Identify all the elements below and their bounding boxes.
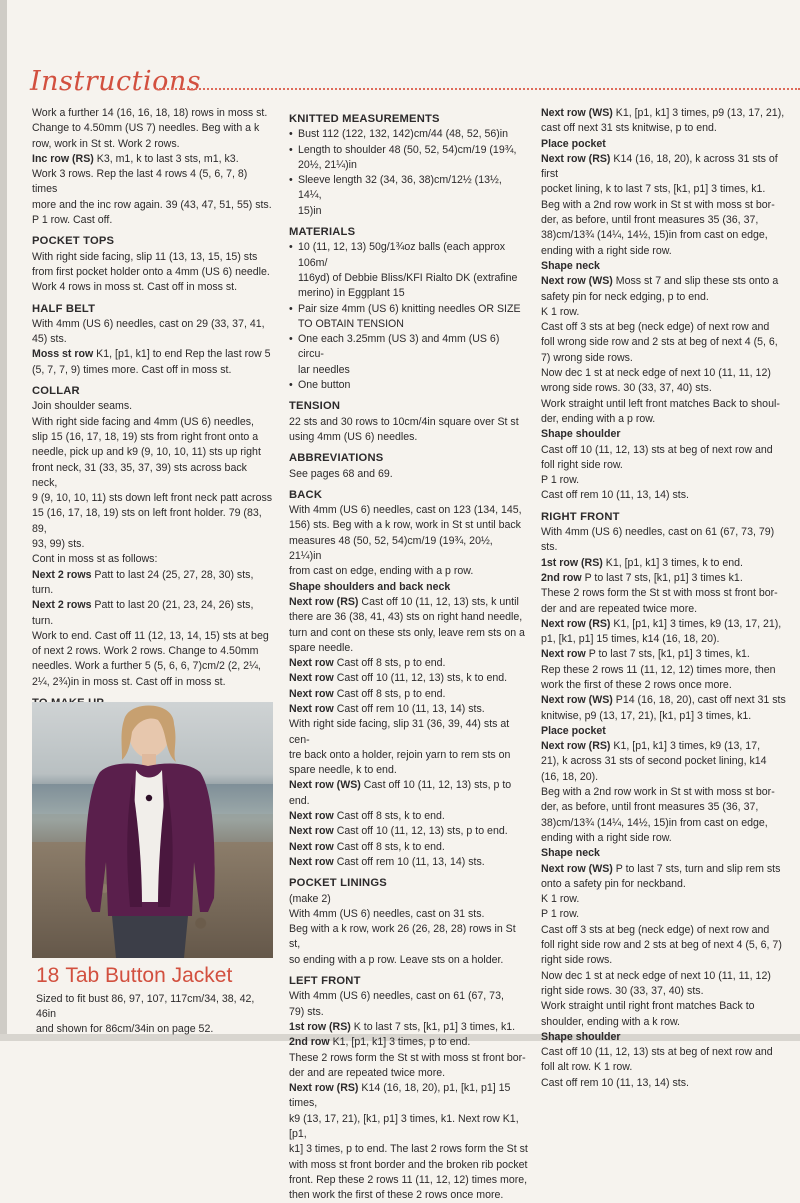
measurement-item: • Bust 112 (122, 132, 142)cm/44 (48, 52, 56)in	[289, 127, 528, 142]
measurement-item: 20½, 21¼)in	[298, 158, 357, 171]
row-label: Next row	[289, 657, 334, 670]
row-label: Next 2 rows	[32, 568, 92, 581]
row-text: pocket lining, k to last 7 sts, [k1, p1] 3 times, k1.	[541, 183, 766, 196]
pattern-row	[289, 1035, 528, 1050]
pattern-row	[541, 739, 786, 754]
materials-item: • Pair size 4mm (US 6) knitting needles OR SIZE	[289, 302, 528, 317]
pattern-row	[541, 754, 786, 769]
row-text: Work straight until right front matches Back to	[541, 1000, 755, 1013]
pattern-row	[541, 121, 786, 136]
instruction-line: Cast off rem 10 (11, 13, 14) sts.	[541, 1076, 689, 1089]
materials-item: • One button	[289, 378, 528, 393]
column-1	[32, 106, 273, 788]
row-text: Cast off 10 (11, 12, 13) sts, p to end.	[333, 825, 508, 838]
instruction-line: Work 3 rows. Rep the last 4 rows 4 (5, 6, 7, 8) times	[32, 168, 248, 196]
row-text: K1, [p1, k1] 3 times, k9 (13, 17, 21),	[610, 617, 782, 630]
row-text: Work straight until left front matches Back to shoul-	[541, 397, 780, 410]
subsection-heading: Shape neck	[541, 847, 600, 860]
row-text: K14 (16, 18, 20), k across 31 sts of first	[541, 152, 778, 181]
row-text: Cast off 10 (11, 12, 13) sts, p to end.	[289, 779, 512, 807]
instruction-line: Join shoulder seams.	[32, 400, 133, 413]
row-label: Next row (WS)	[289, 779, 361, 792]
row-text: Cast off 8 sts, k to end.	[333, 840, 445, 853]
instruction-line: foll alt row. K 1 row.	[541, 1061, 633, 1074]
instruction-line: from cast on edge, ending with a p row.	[289, 565, 474, 578]
row-text: k9 (13, 17, 21), [k1, p1] 3 times, k1. Next row K1, [p1,	[289, 1112, 519, 1140]
row-label: Inc row (RS)	[32, 152, 94, 165]
inc-row	[32, 152, 273, 167]
row-text: cast off next 31 sts knitwise, p to end.	[541, 122, 717, 135]
instruction-line: (5, 7, 7, 9) times more. Cast off in moss st.	[32, 363, 232, 376]
pattern-name: Tab Button Jacket	[65, 964, 233, 987]
row-text: der and are repeated twice more.	[289, 1066, 446, 1079]
section-heading: KNITTED MEASUREMENTS	[289, 113, 440, 125]
row-text: P to last 7 sts, [k1, p1] 3 times, k1.	[585, 648, 750, 661]
subsection-heading: Shape shoulders and back neck	[289, 580, 451, 593]
measurement-item: • Sleeve length 32 (34, 36, 38)cm/12½ (13½, 14¼,	[289, 173, 528, 204]
instruction-line: more and the inc row again. 39 (43, 47, 51, 55) sts.	[32, 198, 272, 211]
pattern-row	[541, 969, 786, 984]
instruction-line: With 4mm (US 6) needles, cast on 123 (134, 145,	[289, 504, 522, 517]
row-text: tre back onto a holder, rejoin yarn to rem sts on	[289, 748, 511, 761]
section-heading: BACK	[289, 488, 323, 501]
row-text: Cast off 10 (11, 12, 13) sts, k to end.	[333, 672, 508, 685]
instruction-line: Cont in moss st as follows:	[32, 553, 158, 566]
row-text: front. Rep these 2 rows 11 (11, 12, 12) times more,	[289, 1173, 528, 1186]
row-label: Next row (WS)	[541, 107, 613, 119]
pattern-row	[541, 785, 786, 800]
instruction-line: slip 15 (16, 17, 18, 19) sts from right front onto a	[32, 430, 259, 443]
row-text: work the first of these 2 rows once more.	[541, 678, 732, 691]
pattern-row	[289, 824, 528, 839]
pattern-row	[541, 525, 786, 556]
pattern-row	[541, 693, 786, 708]
materials-item: • 10 (11, 12, 13) 50g/1¾oz balls (each approx 106m/	[289, 240, 528, 271]
pattern-row	[541, 877, 786, 892]
subsection-heading: Place pocket	[541, 724, 606, 737]
moss-row	[32, 347, 273, 362]
row-text: Patt to last 20 (21, 23, 24, 26) sts, turn.	[32, 599, 254, 627]
row-text: der, as before, until front measures 35 (36, 37,	[541, 214, 759, 227]
pattern-row	[541, 632, 786, 647]
column-2	[289, 106, 528, 1203]
row-text: der and are repeated twice more.	[541, 602, 698, 615]
section-heading: LEFT FRONT	[289, 975, 361, 988]
instruction-line: With right side facing and 4mm (US 6) needles,	[32, 415, 254, 428]
pattern-row	[541, 862, 786, 877]
subsection-heading: Shape shoulder	[541, 428, 621, 441]
section-heading: POCKET TOPS	[32, 235, 115, 248]
collar-row	[32, 568, 273, 599]
row-text: spare needle.	[289, 641, 354, 654]
pattern-row	[289, 840, 528, 855]
row-text: safety pin for neck edging, p to end.	[541, 290, 709, 303]
pattern-row	[541, 647, 786, 662]
row-text: Now dec 1 st at neck edge of next 10 (11, 11, 12)	[541, 367, 771, 380]
row-text: ending with a right side row.	[541, 831, 672, 844]
pattern-row	[289, 763, 528, 778]
materials-item: lar needles	[298, 363, 350, 376]
row-label: Next row	[289, 672, 334, 685]
pattern-row	[541, 617, 786, 632]
instructions-heading: Instructions	[30, 66, 202, 97]
measurement-item: • Length to shoulder 48 (50, 52, 54)cm/19 (19¾,	[289, 143, 528, 158]
instruction-line: P 1 row. Cast off.	[32, 214, 113, 227]
pattern-row	[289, 1188, 528, 1203]
pattern-row	[541, 678, 786, 693]
row-text: der, ending with a p row.	[541, 412, 656, 425]
materials-item: merino) in Eggplant 15	[298, 287, 405, 300]
pattern-row	[541, 335, 786, 350]
instruction-line: With 4mm (US 6) needles, cast on 29 (33, 37, 41,	[32, 317, 265, 330]
pattern-title	[36, 964, 232, 988]
row-label: Next row	[289, 840, 334, 853]
row-text: turn and cont on these sts only, leave rem sts on a	[289, 626, 525, 639]
row-text: spare needle, k to end.	[289, 764, 397, 777]
row-text: right side rows. 30 (33, 37, 40) sts.	[541, 984, 704, 997]
pattern-row	[289, 610, 528, 625]
row-text: 116yd) of Debbie Bliss/KFI Rialto DK (extrafine	[298, 271, 518, 284]
pattern-row	[541, 800, 786, 815]
instruction-line: Cast off 10 (11, 12, 13) sts at beg of next row and	[541, 1046, 773, 1059]
heading-dotted-rule	[156, 88, 800, 90]
section-heading: MATERIALS	[289, 226, 356, 239]
pattern-row	[541, 907, 786, 922]
instruction-line: 22 sts and 30 rows to 10cm/4in square over St st	[289, 415, 519, 428]
pattern-row	[541, 397, 786, 412]
measurement-item: 15)in	[298, 204, 322, 217]
pattern-row	[541, 831, 786, 846]
pattern-row	[541, 381, 786, 396]
pattern-row	[289, 1066, 528, 1081]
pattern-row	[289, 1081, 528, 1112]
row-text: P to last 7 sts, [k1, p1] 3 times k1.	[581, 571, 743, 584]
pattern-row	[289, 641, 528, 656]
row-text: onto a safety pin for neckband.	[541, 877, 686, 890]
row-text: P14 (16, 18, 20), cast off next 31 sts	[612, 694, 786, 707]
instruction-line: row, work in St st. Work 2 rows.	[32, 137, 180, 150]
instruction-line: With right side facing, slip 11 (13, 13, 15, 15) sts	[32, 250, 258, 263]
row-text: K 1 row.	[541, 305, 580, 318]
row-text: Moss st 7 and slip these sts onto a	[612, 275, 779, 288]
row-text: (16, 18, 20).	[541, 770, 599, 783]
pattern-row	[541, 274, 786, 289]
instruction-line: 9 (9, 10, 10, 11) sts down left front neck patt across	[32, 492, 273, 505]
row-text: ending with a right side row.	[541, 244, 672, 257]
pattern-row	[541, 770, 786, 785]
collar-row	[32, 598, 273, 629]
instruction-line: using 4mm (US 6) needles.	[289, 430, 418, 443]
pattern-row	[289, 595, 528, 610]
pattern-row	[289, 1173, 528, 1188]
row-text: With 4mm (US 6) needles, cast on 61 (67, 73, 79) sts.	[541, 526, 775, 554]
row-text: Cast off 3 sts at beg (neck edge) of next row and	[541, 923, 770, 936]
row-label: Next row (RS)	[541, 740, 611, 753]
row-text: These 2 rows form the St st with moss st front bor-	[289, 1051, 526, 1064]
pattern-row	[541, 938, 786, 953]
pattern-row	[289, 748, 528, 763]
row-text: k1] 3 times, p to end. The last 2 rows form the St st	[289, 1143, 528, 1156]
pattern-row	[541, 556, 786, 571]
page-edge-left	[0, 0, 7, 1041]
pattern-row	[289, 656, 528, 671]
row-label: Next row (WS)	[541, 862, 613, 875]
row-text: shoulder, ending with a k row.	[541, 1015, 680, 1028]
row-label: Next row (WS)	[541, 694, 613, 707]
row-text: These 2 rows form the St st with moss st front bor-	[541, 587, 778, 600]
row-text: then work the first of these 2 rows once more.	[289, 1189, 504, 1202]
row-text: p1, [k1, p1] 15 times, k14 (16, 18, 20).	[541, 633, 720, 646]
row-text: Cast off 3 sts at beg (neck edge) of next row and	[541, 321, 770, 334]
instruction-line: so ending with a p row. Leave sts on a holder.	[289, 953, 504, 966]
section-heading: RIGHT FRONT	[541, 510, 620, 523]
pattern-row	[541, 198, 786, 213]
section-heading: ABBREVIATIONS	[289, 452, 384, 465]
instruction-line: 79) sts.	[289, 1005, 324, 1018]
row-label: Next row	[541, 648, 586, 661]
pattern-row	[541, 663, 786, 678]
pattern-row	[289, 1051, 528, 1066]
instruction-line: 93, 99) sts.	[32, 538, 85, 551]
row-text: P 1 row.	[541, 908, 580, 921]
row-text: 38)cm/13¾ (14¼, 14½, 15)in from cast on edge,	[541, 229, 768, 242]
row-label: Next row	[289, 810, 334, 823]
section-heading: TENSION	[289, 400, 341, 413]
subsection-heading: Shape neck	[541, 259, 600, 272]
pattern-row	[541, 709, 786, 724]
instruction-line: foll right side row.	[541, 458, 623, 471]
row-text: K1, [p1, k1] to end Rep the last row 5	[93, 348, 271, 361]
row-label: 2nd row	[541, 571, 582, 584]
row-text: foll right side row and 2 sts at beg of next 4 (5, 6, 7)	[541, 939, 782, 952]
page-header	[30, 66, 800, 106]
row-text: knitwise, p9 (13, 17, 21), [k1, p1] 3 times, k1.	[541, 709, 752, 722]
instruction-line: front neck, 31 (33, 35, 37, 39) sts across back neck,	[32, 461, 247, 489]
pattern-row	[541, 602, 786, 617]
pattern-row	[541, 106, 786, 121]
instruction-line: 156) sts. Beg with a k row, work in St st until back	[289, 519, 521, 532]
instruction-line: (make 2)	[289, 892, 331, 905]
pattern-number: 18	[36, 964, 60, 987]
instruction-line: With 4mm (US 6) needles, cast on 31 sts.	[289, 907, 485, 920]
instruction-line: Cast off rem 10 (11, 13, 14) sts.	[541, 489, 689, 502]
pattern-row	[289, 855, 528, 870]
pattern-row	[541, 320, 786, 335]
pattern-row	[541, 892, 786, 907]
pattern-row	[289, 671, 528, 686]
row-text: there are 36 (38, 41, 43) sts on right hand needle,	[289, 611, 523, 624]
row-text: Patt to last 24 (25, 27, 28, 30) sts, turn.	[32, 568, 254, 596]
subsection-heading: Place pocket	[541, 137, 606, 150]
row-text: K3, m1, k to last 3 sts, m1, k3.	[93, 152, 239, 165]
instruction-line: 45) sts.	[32, 333, 67, 346]
row-label: 1st row (RS)	[541, 556, 603, 569]
row-text: with moss st front border and the broken rib pocket	[289, 1158, 528, 1171]
instruction-line: of next 2 rows. Work 2 rows. Change to 4.50mm	[32, 645, 259, 658]
row-text: K1, [p1, k1] 3 times, k to end.	[602, 556, 743, 569]
row-text: Cast off 8 sts, k to end.	[333, 810, 445, 823]
row-text: Now dec 1 st at neck edge of next 10 (11, 11, 12)	[541, 969, 771, 982]
pattern-row	[541, 305, 786, 320]
pattern-row	[289, 702, 528, 717]
section-heading: COLLAR	[32, 385, 80, 398]
row-label: 2nd row	[289, 1036, 330, 1049]
row-label: 1st row (RS)	[289, 1020, 351, 1033]
instruction-line: needles. Work a further 5 (5, 6, 6, 7)cm/2 (2, 2¼,	[32, 660, 261, 673]
pattern-row	[541, 244, 786, 259]
model-figure	[32, 702, 273, 958]
pattern-row	[541, 213, 786, 228]
pattern-row	[289, 717, 528, 748]
row-label: Next row	[289, 687, 334, 700]
row-label: Next row	[289, 825, 334, 838]
section-heading: HALF BELT	[32, 302, 96, 315]
row-text: Cast off rem 10 (11, 13, 14) sts.	[333, 702, 485, 715]
row-text: Cast off 10 (11, 12, 13) sts, k until	[358, 595, 519, 608]
pattern-row	[289, 687, 528, 702]
row-text: K 1 row.	[541, 893, 580, 906]
instruction-line: With 4mm (US 6) needles, cast on 61 (67, 73,	[289, 990, 504, 1003]
pattern-row	[541, 816, 786, 831]
pattern-row	[541, 290, 786, 305]
row-text: K1, [p1, k1] 3 times, k9 (13, 17,	[610, 740, 761, 753]
row-text: Cast off rem 10 (11, 13, 14) sts.	[333, 855, 485, 868]
model-photo	[32, 702, 273, 958]
row-text: Cast off 8 sts, p to end.	[333, 657, 446, 670]
row-text: wrong side rows. 30 (33, 37, 40) sts.	[541, 382, 712, 395]
pattern-row	[541, 999, 786, 1014]
instruction-line: needle, pick up and k9 (9, 10, 10, 11) sts up right	[32, 446, 261, 459]
pattern-row	[541, 984, 786, 999]
row-label: Next 2 rows	[32, 599, 92, 612]
row-text: K1, [p1, k1] 3 times, p to end.	[329, 1036, 471, 1049]
pattern-row	[289, 809, 528, 824]
instruction-line: Beg with a k row, work 26 (26, 28, 28) rows in St st,	[289, 923, 516, 951]
pattern-row	[289, 1020, 528, 1035]
row-text: foll wrong side row and 2 sts at beg of next 4 (5, 6,	[541, 336, 778, 349]
row-text: K14 (16, 18, 20), p1, [k1, p1] 15 times,	[289, 1082, 511, 1110]
instruction-line: 2¼, 2¾)in in moss st. Cast off in moss st.	[32, 675, 226, 688]
row-label: Next row (RS)	[541, 152, 611, 165]
row-label: Next row (RS)	[289, 1082, 359, 1095]
materials-item: • One each 3.25mm (US 3) and 4mm (US 6) circu-	[289, 332, 528, 363]
pattern-row	[541, 228, 786, 243]
row-label: Next row (RS)	[541, 617, 611, 630]
row-text: 38)cm/13¾ (14¼, 14½, 15)in from cast on edge,	[541, 816, 768, 829]
pattern-row	[289, 626, 528, 641]
instruction-line: Work a further 14 (16, 16, 18, 18) rows in moss st.	[32, 107, 268, 119]
row-text: Cast off 8 sts, p to end.	[333, 687, 446, 700]
instruction-line: Cast off 10 (11, 12, 13) sts at beg of next row and	[541, 443, 773, 456]
section-heading: POCKET LININGS	[289, 877, 387, 890]
instruction-line: Change to 4.50mm (US 7) needles. Beg with a k	[32, 122, 260, 135]
pattern-row	[541, 586, 786, 601]
pattern-row	[541, 1015, 786, 1030]
row-text: 7) wrong side rows.	[541, 351, 633, 364]
row-text: Rep these 2 rows 11 (11, 12, 12) times more, then	[541, 663, 776, 676]
pattern-row	[541, 152, 786, 183]
row-text: P to last 7 sts, turn and slip rem sts	[612, 862, 781, 875]
row-text: Beg with a 2nd row work in St st with moss st bor-	[541, 198, 775, 211]
pattern-row	[541, 412, 786, 427]
row-text: right side rows.	[541, 954, 613, 967]
materials-item: TO OBTAIN TENSION	[298, 317, 404, 330]
instruction-line: measures 48 (50, 52, 54)cm/19 (19¾, 20½, 21¼)in	[289, 534, 493, 563]
instruction-line: from first pocket holder onto a 4mm (US 6) needle.	[32, 265, 270, 278]
row-text: 21), k across 31 sts of second pocket lining, k14	[541, 755, 767, 768]
pattern-row	[541, 571, 786, 586]
row-text: With right side facing, slip 31 (36, 39, 44) sts at cen-	[289, 718, 510, 746]
pattern-row	[541, 923, 786, 938]
pattern-description	[36, 992, 276, 1037]
row-label: Next row (WS)	[541, 275, 613, 288]
instruction-line: Work to end. Cast off 11 (12, 13, 14, 15) sts at beg	[32, 629, 269, 642]
row-label: Next row	[289, 855, 334, 868]
pattern-row	[289, 778, 528, 809]
description-line: and shown for 86cm/34in on page 52.	[36, 1023, 214, 1035]
instruction-line: 15 (16, 17, 18, 19) sts on left front holder. 79 (83, 89,	[32, 507, 262, 535]
row-text: K to last 7 sts, [k1, p1] 3 times, k1.	[350, 1020, 516, 1033]
row-label: Next row (RS)	[289, 595, 359, 608]
description-line: Sized to fit bust 86, 97, 107, 117cm/34, 38, 42, 46in	[36, 993, 255, 1020]
pattern-row	[541, 351, 786, 366]
pattern-row	[289, 1142, 528, 1157]
row-label: Moss st row	[32, 348, 94, 361]
pattern-row	[541, 953, 786, 968]
row-text: der, as before, until front measures 35 (36, 37,	[541, 801, 759, 814]
materials-item	[289, 271, 528, 286]
pattern-row	[289, 1158, 528, 1173]
row-text: K1, [p1, k1] 3 times, p9 (13, 17, 21),	[612, 107, 785, 119]
row-text: Beg with a 2nd row work in St st with moss st bor-	[541, 786, 775, 799]
subsection-heading: Shape shoulder	[541, 1030, 621, 1043]
pattern-row	[541, 366, 786, 381]
instruction-line: P 1 row.	[541, 474, 580, 487]
instruction-line: See pages 68 and 69.	[289, 467, 393, 480]
pattern-row	[289, 1112, 528, 1143]
pattern-row	[541, 182, 786, 197]
row-label: Next row	[289, 702, 334, 715]
column-3	[541, 106, 786, 1091]
instruction-line: Work 4 rows in moss st. Cast off in moss st.	[32, 281, 238, 294]
